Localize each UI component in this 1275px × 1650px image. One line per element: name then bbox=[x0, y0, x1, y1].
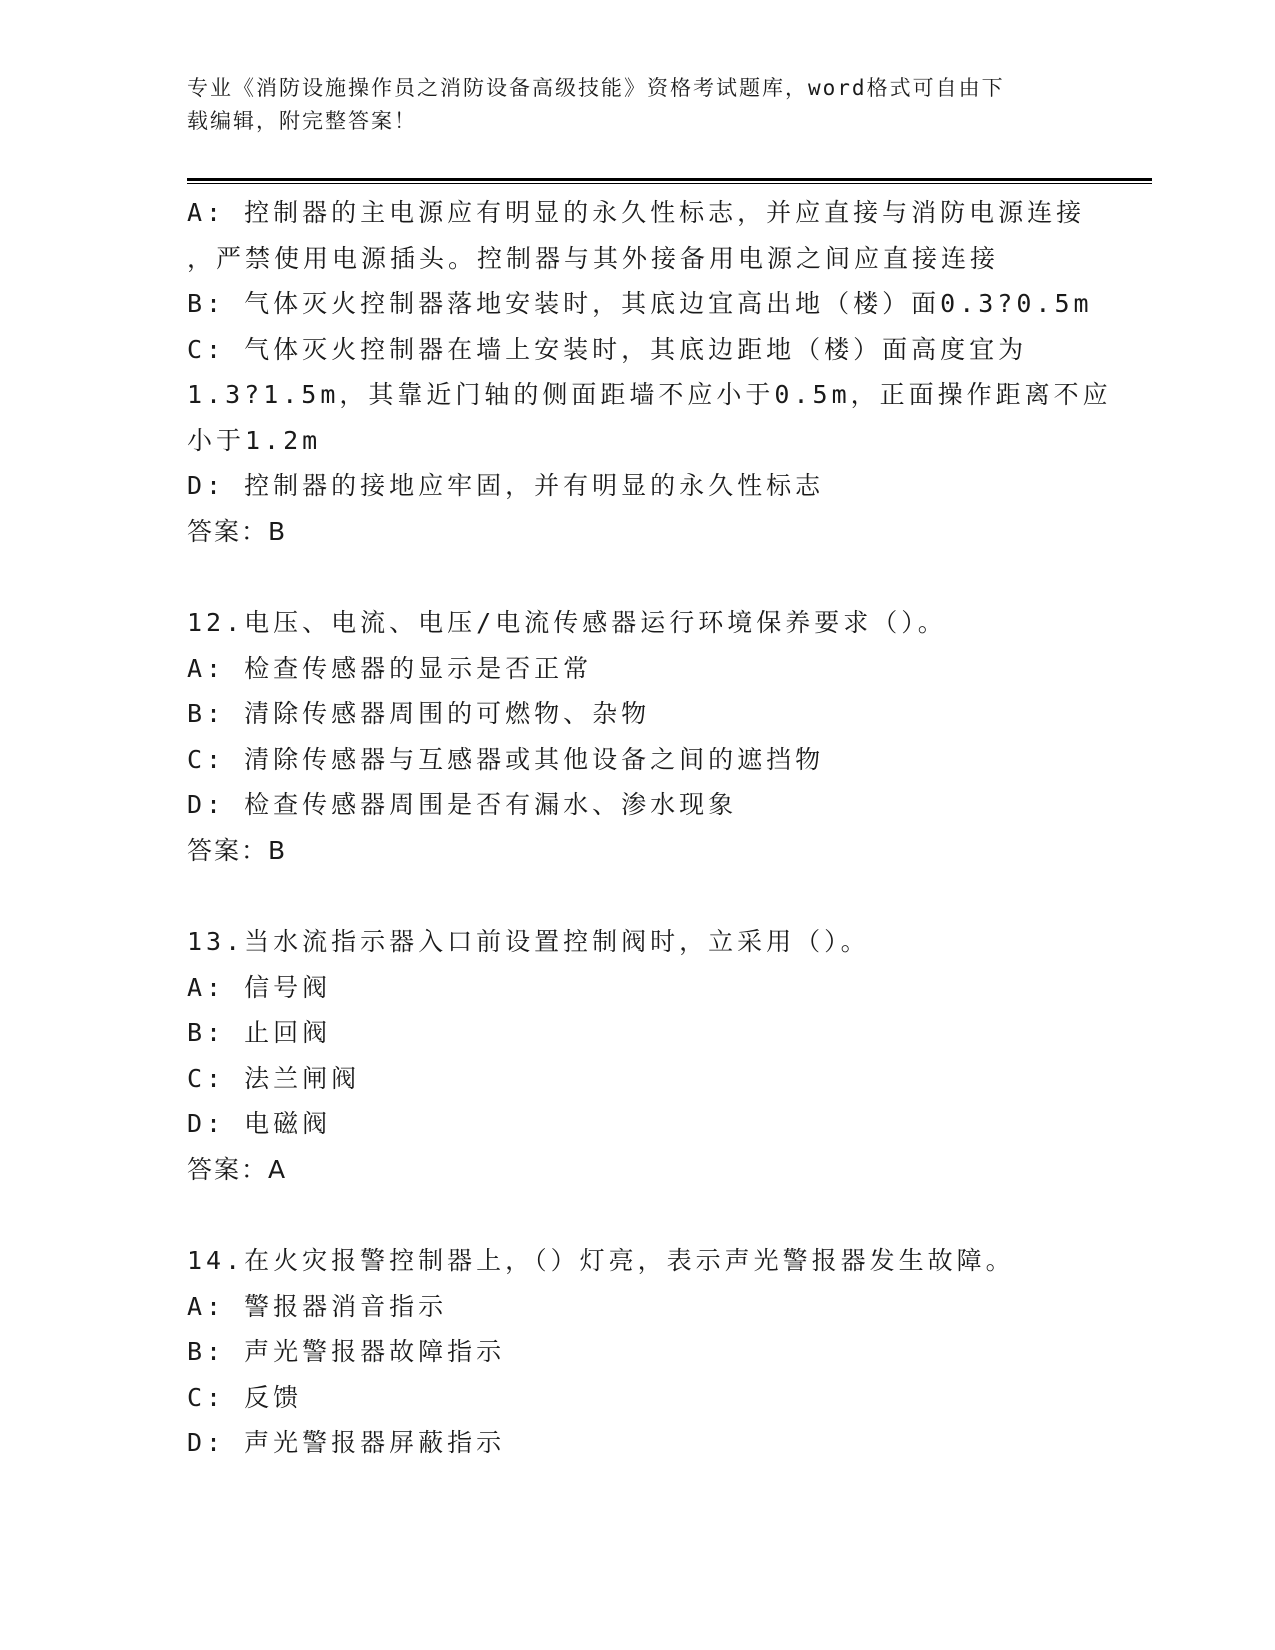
option-d: D: 检查传感器周围是否有漏水、渗水现象 bbox=[187, 790, 738, 819]
option-c: C: 法兰闸阀 bbox=[187, 1063, 361, 1093]
spacer bbox=[187, 873, 1087, 919]
option-b: B: 声光警报器故障指示 bbox=[187, 1337, 506, 1366]
option-c: C: 反馈 bbox=[187, 1382, 303, 1412]
option-a: A: 检查传感器的显示是否正常 bbox=[187, 653, 593, 683]
option-d: D: 声光警报器屏蔽指示 bbox=[187, 1428, 506, 1457]
option-b: B: 止回阀 bbox=[187, 1018, 332, 1047]
option-a-line-2: ，严禁使用电源插头。控制器与其外接备用电源之间应直接连接 bbox=[187, 243, 1000, 273]
option-a: A: 警报器消音指示 bbox=[187, 1291, 448, 1321]
option-c: C: 清除传感器与互感器或其他设备之间的遮挡物 bbox=[187, 744, 825, 774]
document-header bbox=[187, 72, 1067, 138]
spacer bbox=[187, 1192, 1087, 1238]
question-13 bbox=[187, 919, 1087, 1192]
option-a: A: 信号阀 bbox=[187, 972, 332, 1002]
question-text: 13.当水流指示器入口前设置控制阀时，立采用（）。 bbox=[187, 927, 870, 956]
header-divider-thick bbox=[187, 178, 1152, 181]
header-divider-thin bbox=[187, 183, 1152, 184]
option-a-line-1: A: 控制器的主电源应有明显的永久性标志，并应直接与消防电源连接 bbox=[187, 198, 1086, 227]
question-14 bbox=[187, 1238, 1087, 1466]
option-c-line-1: C: 气体灭火控制器在墙上安装时，其底边距地（楼）面高度宜为 bbox=[187, 334, 1028, 364]
answer: 答案：B bbox=[187, 835, 288, 865]
question-12 bbox=[187, 600, 1087, 873]
answer: 答案：B bbox=[187, 516, 288, 546]
answer: 答案：A bbox=[187, 1154, 288, 1184]
option-d: D: 控制器的接地应牢固，并有明显的永久性标志 bbox=[187, 471, 825, 500]
option-c-line-2: 1.3?1.5m，其靠近门轴的侧面距墙不应小于0.5m，正面操作距离不应 bbox=[187, 380, 1112, 409]
option-b: B: 清除传感器周围的可燃物、杂物 bbox=[187, 699, 651, 728]
option-d: D: 电磁阀 bbox=[187, 1109, 332, 1138]
option-b: B: 气体灭火控制器落地安装时，其底边宜高出地（楼）面0.3?0.5m bbox=[187, 289, 1093, 318]
spacer bbox=[187, 554, 1087, 600]
question-list bbox=[187, 190, 1112, 1466]
header-line-2: 载编辑，附完整答案！ bbox=[187, 109, 417, 133]
header-line-1: 专业《消防设施操作员之消防设备高级技能》资格考试题库，word格式可自由下 bbox=[187, 76, 1005, 100]
option-c-line-3: 小于1.2m bbox=[187, 425, 322, 455]
question-11 bbox=[187, 190, 1112, 554]
question-text: 12.电压、电流、电压/电流传感器运行环境保养要求（）。 bbox=[187, 608, 947, 637]
question-text: 14.在火灾报警控制器上，（）灯亮，表示声光警报器发生故障。 bbox=[187, 1246, 1015, 1275]
